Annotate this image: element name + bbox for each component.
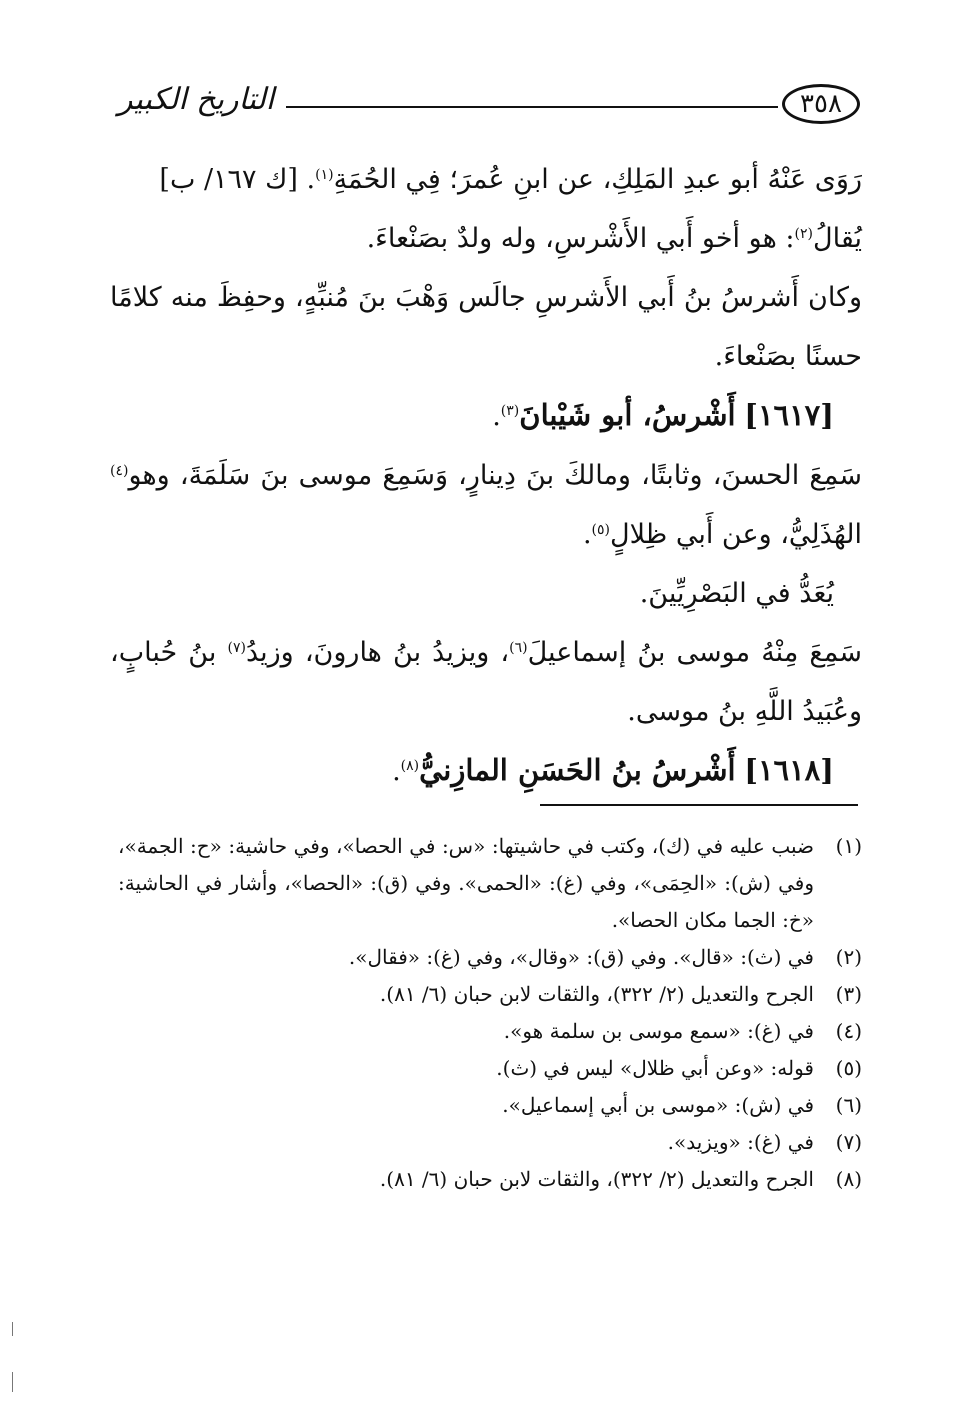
footnote-number: (٤) <box>835 1019 862 1043</box>
footnote-number: (٨) <box>835 1167 862 1191</box>
entry-number: [١٦١٧] <box>744 398 834 432</box>
entry-heading-1617: [١٦١٧] أَشْرسُ، أبو شَيْبانَ$^{(٣)}$. <box>492 398 834 432</box>
header-rule <box>286 106 778 108</box>
footnote-ref: (٢) <box>794 226 813 242</box>
footnotes <box>118 828 862 1198</box>
footnote-number: (٧) <box>835 1130 862 1154</box>
page-header <box>118 80 860 130</box>
footnote-text: الجرح والتعديل (٢/ ٣٢٢)، والثقات لابن حبان (٦/ ٨١). <box>379 1167 814 1191</box>
entry-name: أَشْرسُ، أبو شَيْبانَ <box>519 398 736 432</box>
text-paragraph: سَمِعَ الحسنَ، وثابتًا، ومالكَ بنَ دِينارٍ، وَسَمِعَ موسى بنَ سَلَمَةَ، وهو$^{(٤)}$ الهُذَلِيُّ، وعن أَبي ظِلالٍ$^{(٥)}$. <box>110 460 862 550</box>
footnote-number: (٦) <box>835 1093 862 1117</box>
text-paragraph: وكان أَشرسُ بنُ أَبي الأَشرسِ جالَس وَهْبَ بنَ مُنبِّهٍ، وحفِظَ منه كلامًا حسنًا بصَنْعاءَ. <box>110 282 862 372</box>
running-title: التاريخ الكبير <box>118 82 275 117</box>
footnote <box>118 939 862 976</box>
entry-name: أَشْرسُ بنُ الحَسَنِ المازِنيُّ <box>419 753 736 787</box>
footnote-separator <box>540 804 858 806</box>
footnote <box>118 1013 862 1050</box>
footnote <box>118 1124 862 1161</box>
entry-number: [١٦١٨] <box>744 753 834 787</box>
footnote-ref: (٧) <box>227 640 246 656</box>
footnote <box>118 1087 862 1124</box>
footnote <box>118 1050 862 1087</box>
footnote-ref: (٤) <box>110 463 129 479</box>
footnote <box>118 828 862 939</box>
footnote-text: ضبب عليه في (ك)، وكتب في حاشيتها: «س: في الحصا»، وفي حاشية: «ح: الجمة»، وفي (ش): «الحِمَى»، وفي (غ): «الحمى». وفي (ق): «الحصا»، وأشار في الحاشية: «خ: الجما مكان الحصا». <box>118 834 814 932</box>
scan-margin-mark <box>12 1372 13 1392</box>
text-line: رَوَى عَنْهُ أبو عبدِ المَلِكِ، عن ابنِ عُمرَ؛ فِي الحُمَةِ$^{(١)}$. [ك ١٦٧/ ب] <box>159 164 862 195</box>
footnote-ref: (١) <box>315 167 334 183</box>
footnote-text: الجرح والتعديل (٢/ ٣٢٢)، والثقات لابن حبان (٦/ ٨١). <box>379 982 814 1006</box>
footnote-text: في (ث): «قال». وفي (ق): «وقال»، وفي (غ): «فقال». <box>348 945 814 969</box>
footnote-ref: (٣) <box>500 403 520 419</box>
text-paragraph: سَمِعَ مِنْهُ موسى بنُ إسماعيلَ$^{(٦)}$، ويزيدُ بنُ هارونَ، وزيدُ$^{(٧)}$ بنُ حُبابٍ، وعُبَيدُ اللَّهِ بنُ موسى. <box>110 637 862 727</box>
footnote-ref: (٥) <box>591 522 611 538</box>
text-line: يُقالُ$^{(٢)}$: هو أخو أَبي الأَشْرسِ، وله ولدٌ بصَنْعاءَ. <box>366 223 862 254</box>
page-number: ٣٥٨ <box>782 84 860 124</box>
main-text <box>110 150 862 801</box>
footnote-text: قوله: «وعن أبي ظلال» ليس في (ث). <box>496 1056 814 1080</box>
footnote-number: (٣) <box>835 982 862 1006</box>
entry-heading-1618: [١٦١٨] أَشْرسُ بنُ الحَسَنِ المازِنيُّ$^{(٨)}$. <box>392 753 834 787</box>
footnote-number: (٢) <box>835 945 862 969</box>
footnote-number: (٥) <box>835 1056 862 1080</box>
footnote-text: في (غ): «سمع موسى بن سلمة هو». <box>503 1019 814 1043</box>
footnote-ref: (٦) <box>509 640 528 656</box>
footnote-ref: (٨) <box>400 758 420 774</box>
footnote-text: في (غ): «ويزيد». <box>667 1130 814 1154</box>
footnote-text: في (ش): «موسى بن أبي إسماعيل». <box>502 1093 814 1117</box>
footnote <box>118 976 862 1013</box>
footnote <box>118 1161 862 1198</box>
footnote-number: (١) <box>835 834 862 858</box>
scan-margin-mark <box>12 1322 13 1336</box>
text-line: يُعَدُّ في البَصْرِيِّينَ. <box>639 578 834 609</box>
